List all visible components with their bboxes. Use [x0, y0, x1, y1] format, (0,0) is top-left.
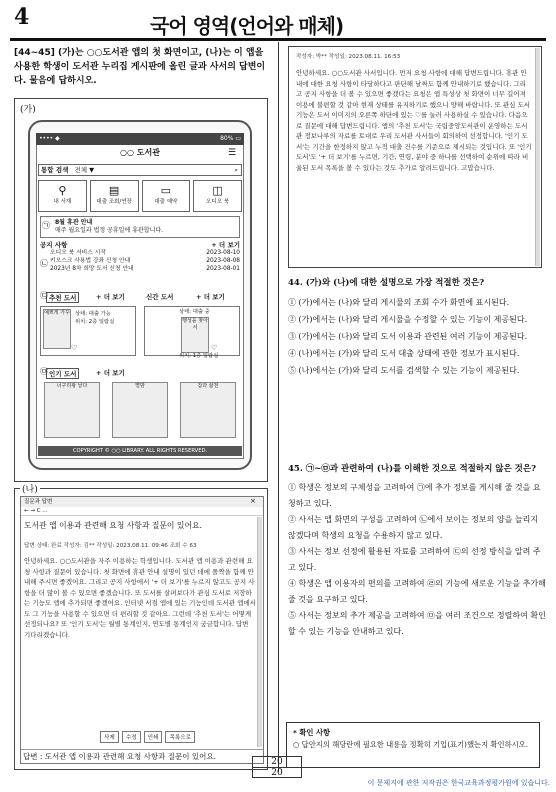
book-cover[interactable]: 너구리왕 날다: [44, 382, 100, 438]
question-stem: 44. (가)와 (나)에 대한 설명으로 가장 적절한 것은?: [288, 278, 485, 288]
app-title: ○○ 도서관: [120, 148, 160, 157]
post-title: 도서관 앱 이용과 관련해 요청 사항과 질문이 있어요.: [24, 521, 202, 530]
question-44: [288, 276, 546, 379]
option-5[interactable]: ⑤ (나)에서는 (가)와 달리 도서를 검색할 수 있는 기능이 제공된다.: [288, 366, 520, 375]
reply-header: 답변 : 도서관 앱 이용과 관련해 요청 사항과 질문이 있어요.: [21, 749, 263, 763]
rec-more-link[interactable]: + 더 보기: [96, 293, 125, 301]
new-more-link[interactable]: + 더 보기: [196, 293, 225, 301]
quick-label: 대출 조회/연장: [96, 199, 132, 205]
quick-my-shelf-button[interactable]: [38, 180, 87, 212]
closure-notice[interactable]: [40, 216, 240, 238]
popular-books: [40, 380, 240, 440]
reply-meta: 작성자: 박** 작성일: 2023.08.11. 16:53: [296, 54, 401, 60]
reply-scrollbar[interactable]: [535, 48, 540, 266]
delete-button[interactable]: 삭제: [100, 731, 119, 743]
quick-loan-lookup-button[interactable]: [90, 180, 139, 212]
post-scrollbar[interactable]: [257, 517, 262, 747]
marker-c-icon: ㉢: [40, 291, 48, 300]
book-status: 상태: 대출 가능: [75, 311, 111, 317]
heart-icon[interactable]: ♡: [71, 344, 78, 352]
list-item[interactable]: 2023년 8차 희망 도서 신청 안내 2023-08-01: [50, 266, 240, 272]
quick-label: 오디오 북: [206, 199, 230, 205]
notice-section-title: 공지 사항: [40, 241, 68, 249]
passage-ga-label: (가): [20, 105, 36, 115]
open-book-icon: ▭: [160, 184, 172, 197]
menu-icon[interactable]: ☰: [228, 148, 237, 158]
marker-b-icon: ㉡: [40, 259, 48, 268]
notice-text: 매주 월요일과 법정 공휴일에 휴관합니다.: [55, 227, 164, 234]
book-location: 위치: 1층 일람실: [179, 353, 219, 359]
status-left: •••• ◆: [39, 135, 60, 142]
option-1[interactable]: ① 학생은 정보의 구체성을 고려하여 ㉠에 추가 정보를 게시해 줄 것을 요청하고 있다.: [288, 483, 541, 508]
quick-label: 내 서재: [53, 199, 72, 205]
page-current: 20: [253, 757, 301, 768]
passage-na-label: (나): [20, 482, 40, 495]
browser-toolbar[interactable]: ← → C ...: [21, 507, 263, 516]
book-cover: 행성을 찾아서: [181, 317, 209, 353]
window-title: 질문과 답변: [21, 497, 263, 507]
book-card[interactable]: [144, 306, 240, 359]
search-bar[interactable]: [38, 164, 242, 176]
battery-status: 80% ▭: [220, 135, 241, 142]
option-4[interactable]: ④ (나)에서는 (가)와 달리 도서 대출 상태에 관한 정보가 표시된다.: [288, 349, 520, 358]
app-footer: COPYRIGHT © ○○ LIBRARY. ALL RIGHTS RESERVED.: [38, 446, 242, 456]
popular-more-link[interactable]: + 더 보기: [96, 369, 125, 377]
quick-menu: [38, 180, 242, 212]
quick-audio-book-button[interactable]: [193, 180, 242, 212]
book-cover[interactable]: 별밤: [112, 382, 168, 438]
reply-body: 안녕하세요. ○○도서관 사서입니다. 먼저 요청 사항에 대해 답변드립니다. 휴관 안내에 대한 요청 사항이 타당하다고 판단해 날짜도 함께 안내하기로 했습니다. 그리고 공지 사항을 더 볼 수 있으면 좋겠다는 요청은 앱 특성상 첫 화면이 너무 길어져 이용에 불편할 것 같아 현재 상태를 유지하기로 했으니 양해 바랍니다. 또 관심 도서 기능은 도서 이미지의 오른쪽 하단에 있는 ♡를 눌러 사용하실 수 있습니다. 다음으로 질문에 대해 답변드립니다. 앱의 '추천 도서'는 국립중앙도서관이 운영하는 도서관 정보나루의 자료를 토대로 우리 도서관 사서들이 회의하여 선정합니다. '인기 도서'는 기간을 한정하지 않고 누적 대출 건수를 기준으로 제시되는 것입니다. 또 '인기 도서'도 '+ 더 보기'를 누르면, 기간, 연령, 분야 중 하나를 선택하여 순위에 따라 비율된 도서 목록을 볼 수 있다는 것도 추가로 알려드립니다. 고맙습니다.: [296, 69, 532, 172]
search-label: 통합 검색: [41, 166, 69, 174]
post-buttons: [100, 731, 195, 743]
audio-book-icon: ◫: [212, 184, 223, 197]
heart-icon[interactable]: ♡: [211, 344, 218, 352]
question-45: [288, 462, 546, 640]
question-stem: 45. ㉠~㉤과 관련하여 (나)를 이해한 것으로 적절하지 않은 것은?: [288, 464, 537, 474]
list-item[interactable]: 키오스크 사용법 강좌 신청 안내 2023-08-08: [50, 258, 240, 264]
post-body: 안녕하세요. ○○도서관을 자주 이용하는 학생입니다. 도서관 앱 이용과 관련해 요청 사항과 질문이 있습니다. 첫 화면에 휴관 안내 설명이 있던 데에 폴짝을 함께 안내해 주시면 좋겠어요. 그리고 공지 사항에서 '+ 더 보기'를 누르지 않고도 공지 사항을 더 많이 볼 수 있으면 좋겠습니다. 또 도서를 살펴보다가 관심 도서로 저장하는 기능도 앱에 추가되면 좋겠어요. 인터넷 서점 앱에 있는 기능인데 도서관 앱에서도 그 기능을 사용할 수 있으면 더 편리할 것 같아요. 그런데 '추천 도서'는 어떻게 선정되나요? 또 '인기 도서'는 월별 통계인지, 연도별 통계인지 궁금합니다. 답변 기다리겠습니다.: [24, 557, 256, 639]
status-bar: [36, 133, 244, 145]
marker-e-icon: ㉤: [40, 367, 48, 376]
quick-loan-reserve-button[interactable]: [142, 180, 191, 212]
option-3[interactable]: ③ (가)에서는 (나)와 달리 도서 이용과 관련된 여러 기능이 제공된다.: [288, 332, 528, 341]
post-meta: 답변 상태: 완료 작성자: 김** 작성일: 2023.08.11. 09:46 조회 수 63: [24, 543, 197, 549]
search-scope-select[interactable]: 전체 ▼: [74, 166, 95, 174]
check-body: ○ 답안지의 해당란에 필요한 내용을 정확히 기입(표기)했는지 확인하시오.: [293, 740, 529, 749]
question-intro: [44~45] (가)는 ○○도서관 앱의 첫 화면이고, (나)는 이 앱을 사용한 학생이 도서관 누리집 게시판에 올린 글과 사서의 답변이다. 물음에 답하시오.: [14, 48, 266, 86]
recommended-books: [40, 300, 240, 358]
header-rule: [10, 38, 546, 41]
marker-a-icon: ㉠: [42, 221, 50, 230]
option-2[interactable]: ② 사서는 앱 화면의 구성을 고려하여 ㉡에서 보이는 정보의 양을 늘리지 않겠다며 학생의 요청을 수용하지 않고 있다.: [288, 515, 539, 540]
book-location: 위치: 2층 일람실: [75, 319, 115, 325]
page-counter: [252, 756, 302, 778]
page-number: 4: [14, 4, 30, 30]
print-button[interactable]: 인쇄: [144, 731, 163, 743]
tab-recommended[interactable]: 추천 도서: [46, 292, 79, 303]
close-icon[interactable]: ×: [250, 497, 256, 505]
book-list-icon: ▤: [108, 184, 120, 197]
section-title: 국어 영역(언어와 매체): [150, 14, 344, 38]
check-notice-box: [286, 722, 540, 768]
tab-new[interactable]: 신간 도서: [146, 293, 174, 301]
book-card[interactable]: [40, 306, 136, 356]
person-icon: ⚲: [58, 184, 67, 197]
popular-header: [40, 368, 240, 378]
quick-label: 대출 예약: [154, 199, 178, 205]
copyright-notice: 이 문제지에 관한 저작권은 한국교육과정평가원에 있습니다.: [367, 779, 550, 787]
option-4[interactable]: ④ 학생은 앱 이용자의 편의를 고려하여 ㉣의 기능에 새로운 기능을 추가해 줄 것을 요구하고 있다.: [288, 579, 546, 604]
edit-button[interactable]: 수정: [122, 731, 141, 743]
list-button[interactable]: 목록으로: [165, 731, 195, 743]
book-cover: 예쁘게 가꾸: [43, 309, 71, 349]
book-cover[interactable]: 참과 삶천: [180, 382, 236, 438]
column-divider: [278, 42, 279, 772]
tab-popular[interactable]: 인기 도서: [46, 368, 79, 379]
notice-title: 8월 휴관 안내: [55, 219, 93, 226]
list-item[interactable]: 오디오 북 서비스 시작 2023-08-10: [50, 250, 240, 256]
option-5[interactable]: ⑤ 사서는 정보의 추가 제공을 고려하여 ㉤을 여러 조건으로 정렬하여 확인할 수 있는 기능을 안내하고 있다.: [288, 611, 546, 636]
notice-list: [40, 241, 240, 289]
search-icon[interactable]: ⌕: [234, 166, 238, 174]
check-title: * 확인 사항: [293, 728, 331, 737]
option-2[interactable]: ② (가)에서는 (나)와 달리 게시물을 수정할 수 있는 기능이 제공된다.: [288, 315, 528, 324]
book-status: 상태: 대출 중: [179, 309, 210, 315]
option-3[interactable]: ③ 사서는 정보 선정에 활용된 자료를 고려하여 ㉢의 선정 방식을 알려 주고 있다.: [288, 547, 541, 572]
page-total: 20: [271, 768, 283, 778]
notice-more-link[interactable]: + 더 보기: [211, 241, 240, 249]
option-1[interactable]: ① (가)에서는 (나)와 달리 게시물의 조회 수가 화면에 표시된다.: [288, 298, 510, 307]
